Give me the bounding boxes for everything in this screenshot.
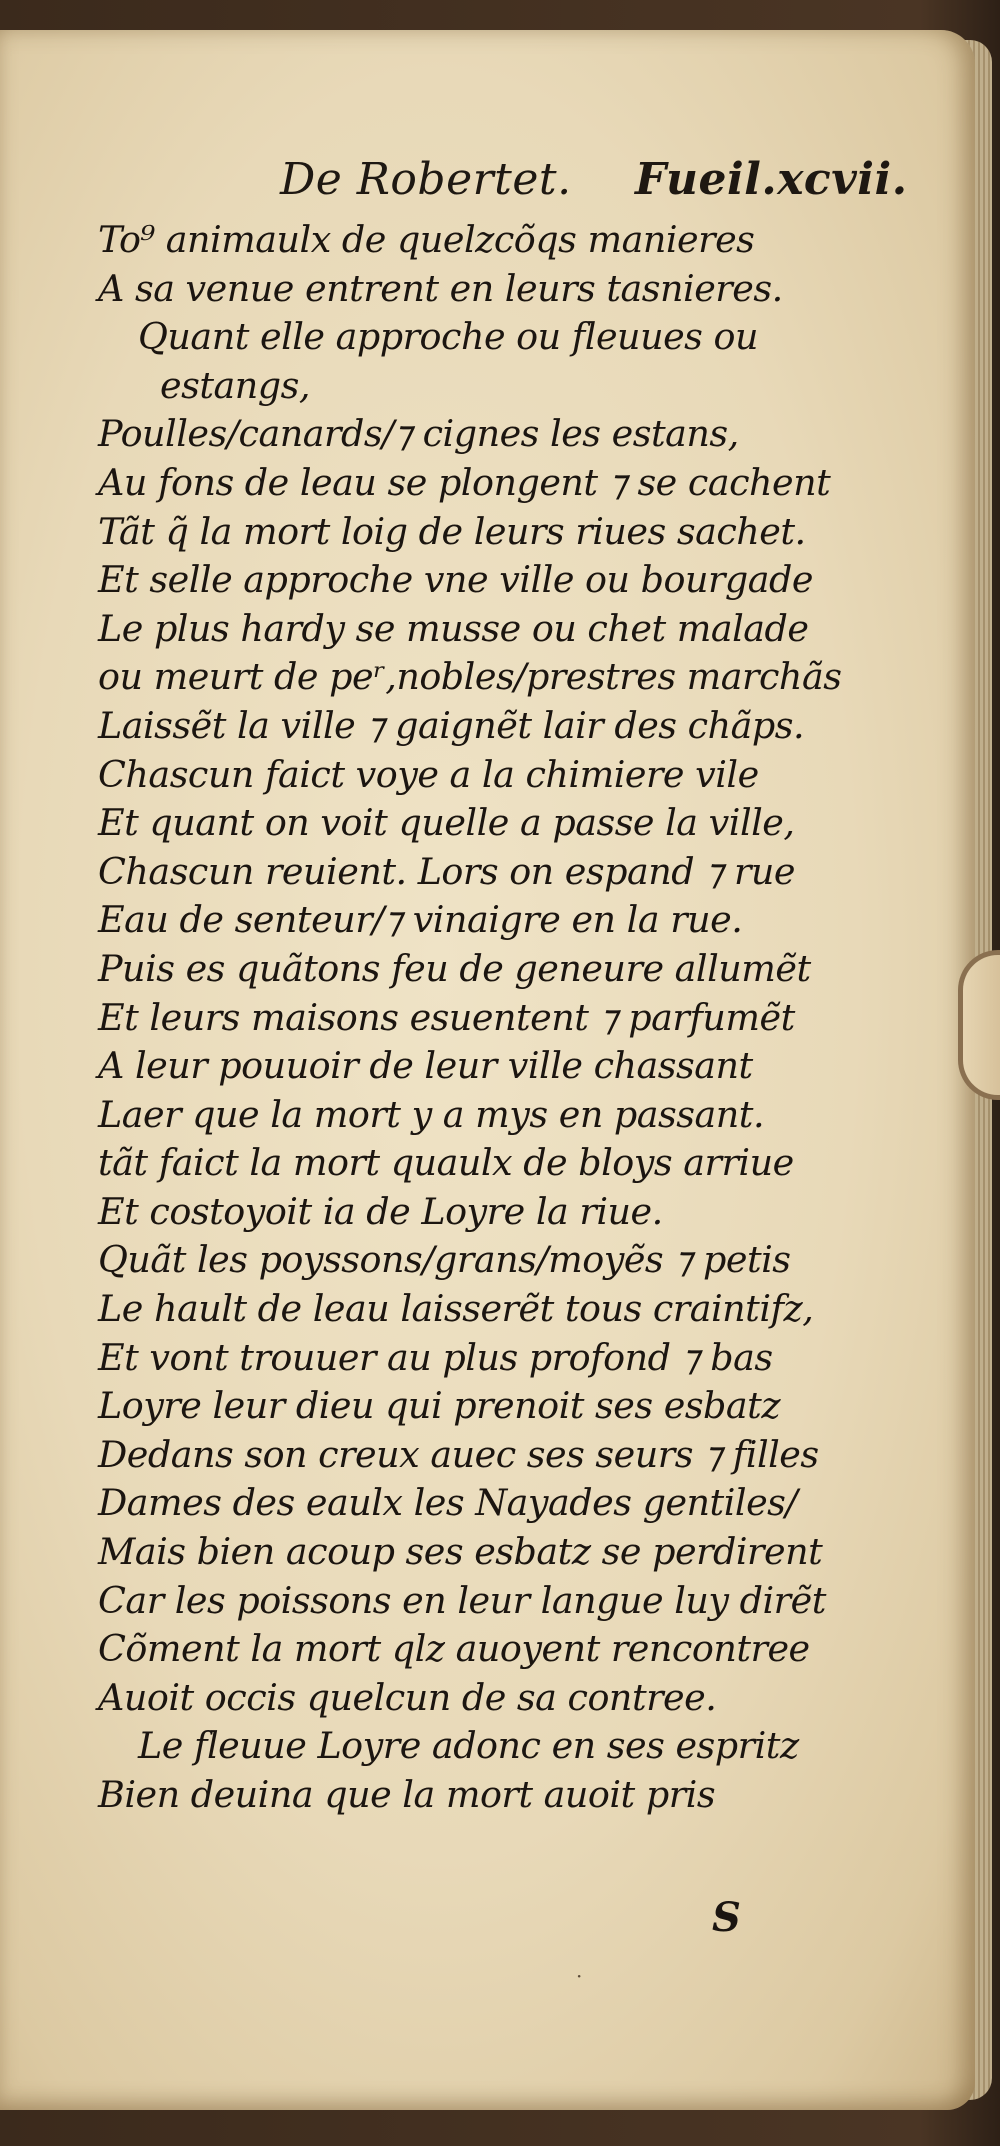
- verse-line: Quãt les poyssons/grans/moyẽs ⁊ petis: [98, 1238, 791, 1282]
- verse-line: Au fons de leau se plongent ⁊ se cachent: [98, 460, 831, 504]
- verse-line: Car les poissons en leur langue luy dirẽt: [98, 1578, 826, 1622]
- paper-speck: ·: [576, 1964, 583, 1988]
- verse-line: Mais bien acoup ses esbatz se perdirent: [98, 1530, 823, 1574]
- verse-line: Laer que la mort y a mys en passant.: [98, 1092, 765, 1136]
- page-header: [280, 154, 908, 214]
- verse-line: Tãt q̃ la mort loig de leurs riues sachet.: [98, 509, 806, 553]
- book-page: [0, 30, 975, 2110]
- verse-line: Chascun reuient. Lors on espand ⁊ rue: [98, 849, 796, 893]
- verse-line: tãt faict la mort quaulx de bloys arriue: [98, 1141, 794, 1185]
- verse-line: Et leurs maisons esuentent ⁊ parfumẽt: [98, 995, 795, 1039]
- verse-line: Le plus hardy se musse ou chet malade: [98, 606, 809, 650]
- verse-line: Poulles/canards/⁊ cignes les estans,: [98, 412, 739, 456]
- verse-line: Le hault de leau laisserẽt tous craintifz,: [98, 1287, 814, 1331]
- verse-line: Auoit occis quelcun de sa contree.: [98, 1675, 717, 1719]
- verse-line: estangs,: [160, 363, 310, 407]
- verse-line: Dames des eaulx les Nayades gentiles/: [98, 1481, 798, 1525]
- verse-line: A leur pouuoir de leur ville chassant: [98, 1044, 753, 1088]
- verse-line: Et costoyoit ia de Loyre la riue.: [98, 1189, 663, 1233]
- verse-line: Quant elle approche ou fleuues ou: [138, 315, 758, 359]
- running-title: De Robertet.: [280, 154, 572, 205]
- verse-line: Dedans son creux auec ses seurs ⁊ filles: [98, 1432, 819, 1476]
- clasp-tab: [958, 950, 1000, 1100]
- verse-line: Et selle approche vne ville ou bourgade: [98, 558, 814, 602]
- verse-line: Eau de senteur/⁊ vinaigre en la rue.: [98, 898, 743, 942]
- verse-line: Le fleuue Loyre adonc en ses espritz: [138, 1724, 799, 1768]
- catchword: S: [712, 1894, 741, 1941]
- verse-line: Et vont trouuer au plus profond ⁊ bas: [98, 1335, 773, 1379]
- verse-line: To⁹ animaulx de quelzcõqs manieres: [98, 218, 755, 261]
- folio-number: Fueil.xcvii.: [635, 154, 908, 205]
- verse-line: Et quant on voit quelle a passe la ville,: [98, 801, 795, 845]
- verse-line: Chascun faict voye a la chimiere vile: [98, 752, 759, 796]
- verse-line: Cõment la mort qlz auoyent rencontree: [98, 1627, 810, 1671]
- verse-line: A sa venue entrent en leurs tasnieres.: [98, 266, 783, 310]
- verse-line: Loyre leur dieu qui prenoit ses esbatz: [98, 1384, 781, 1428]
- verse-line: Puis es quãtons feu de geneure allumẽt: [98, 946, 811, 990]
- verse-text: [98, 216, 878, 1820]
- verse-line: ou meurt de peʳ,nobles/prestres marchãs: [98, 655, 842, 699]
- verse-line: Bien deuina que la mort auoit pris: [98, 1773, 716, 1816]
- verse-line: Laissẽt la ville ⁊ gaignẽt lair des chãps.: [98, 703, 805, 747]
